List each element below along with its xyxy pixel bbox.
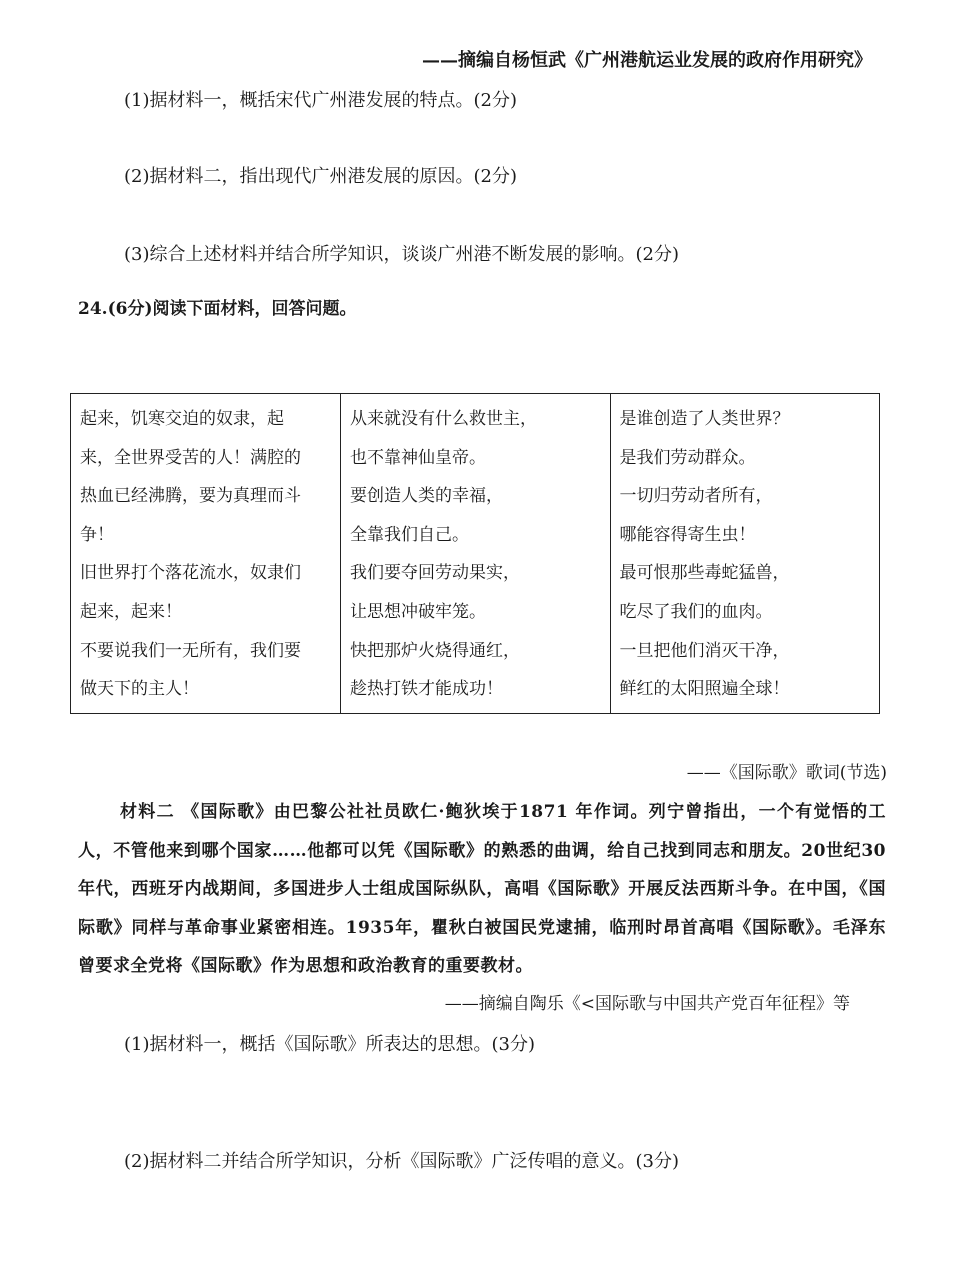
lyric-line: 做天下的主人！	[80, 679, 199, 700]
lyrics-column-2	[341, 394, 611, 714]
question-23-3: (3)综合上述材料并结合所学知识，谈谈广州港不断发展的影响。(2分)	[124, 244, 679, 265]
lyric-line: 来，全世界受苦的人！满腔的	[80, 447, 301, 468]
lyric-line: 全靠我们自己。	[350, 524, 469, 545]
lyric-line: 起来，起来！	[80, 601, 182, 622]
lyric-line: 快把那炉火烧得通红，	[350, 640, 520, 661]
lyric-line: 吃尽了我们的血肉。	[619, 601, 773, 622]
material-2-source-citation: ——摘编自陶乐《<国际歌与中国共产党百年征程》等	[444, 994, 850, 1014]
question-24-1: (1)据材料一，概括《国际歌》所表达的思想。(3分)	[124, 1034, 535, 1055]
material-2-paragraph: 材料二 《国际歌》由巴黎公社社员欧仁·鲍狄埃于1871 年作词。列宁曾指出，一个有觉悟的工人，不管他来到哪个国家……他都可以凭《国际歌》的熟悉的曲调，给自己找到同志和朋友。20世纪30年代，西班牙内战期间，多国进步人士组成国际纵队，高唱《国际歌》开展反法西斯斗争。在中国，《国际歌》同样与革命事业紧密相连。1935年，瞿秋白被国民党逮捕，临刑时昂首高唱《国际歌》。毛泽东曾要求全党将《国际歌》作为思想和政治教育的重要教材。	[78, 802, 886, 976]
lyric-line: 让思想冲破牢笼。	[350, 601, 486, 622]
lyric-line: 一旦把他们消灭干净，	[619, 640, 790, 661]
lyrics-column-3	[610, 394, 880, 714]
lyric-line: 热血已经沸腾，要为真理而斗	[80, 486, 301, 507]
question-24-header: 24.(6分)阅读下面材料，回答问题。	[78, 299, 357, 319]
question-23-2: (2)据材料二，指出现代广州港发展的原因。(2分)	[124, 166, 517, 187]
lyric-line: 起来，饥寒交迫的奴隶，起	[80, 409, 284, 429]
question-24-2: (2)据材料二并结合所学知识，分析《国际歌》广泛传唱的意义。(3分)	[124, 1151, 679, 1172]
lyric-line: 我们要夺回劳动果实，	[350, 563, 520, 584]
lyrics-source-citation: ——《国际歌》歌词(节选)	[686, 763, 887, 783]
lyrics-table	[70, 393, 880, 714]
lyric-line: 哪能容得寄生虫！	[619, 524, 756, 545]
lyric-line: 鲜红的太阳照遍全球！	[619, 679, 790, 700]
source-citation-top: ——摘编自杨恒武《广州港航运业发展的政府作用研究》	[422, 50, 872, 71]
lyric-line: 争！	[80, 524, 114, 545]
lyric-line: 要创造人类的幸福，	[350, 486, 503, 507]
question-23-1: (1)据材料一，概括宋代广州港发展的特点。(2分)	[124, 90, 517, 111]
lyric-line: 是我们劳动群众。	[619, 447, 756, 468]
lyric-line: 也不靠神仙皇帝。	[350, 447, 486, 468]
lyric-line: 从来就没有什么救世主，	[350, 409, 537, 429]
lyric-line: 趁热打铁才能成功！	[350, 679, 503, 700]
lyric-line: 不要说我们一无所有，我们要	[80, 640, 301, 661]
lyric-line: 一切归劳动者所有，	[619, 486, 773, 507]
lyric-line: 旧世界打个落花流水，奴隶们	[80, 563, 301, 584]
lyric-line: 是谁创造了人类世界？	[619, 409, 790, 429]
lyric-line: 最可恨那些毒蛇猛兽，	[619, 563, 790, 584]
lyrics-column-1	[71, 394, 341, 714]
